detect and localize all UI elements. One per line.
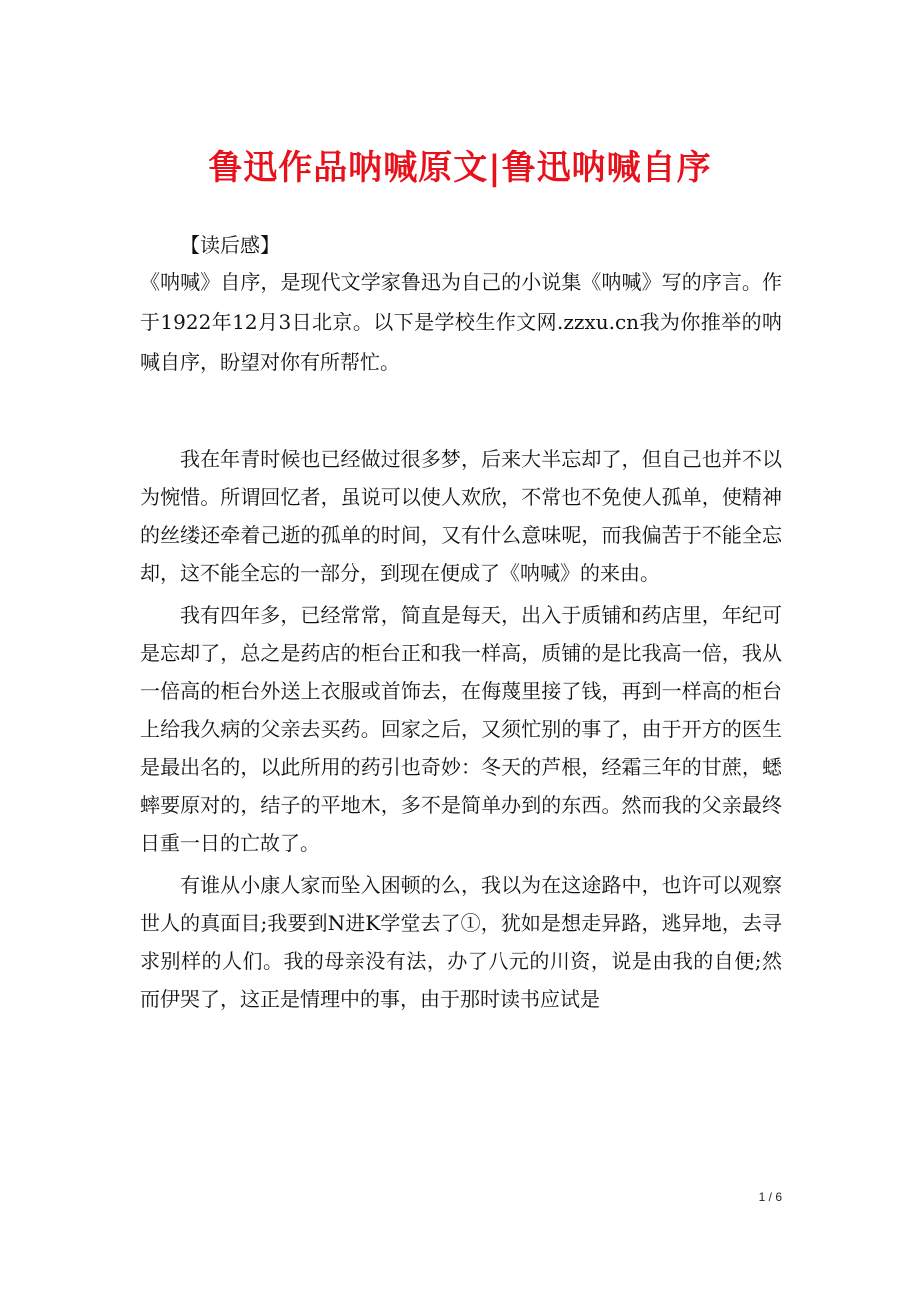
intro-paragraph: 《呐喊》自序，是现代文学家鲁迅为自己的小说集《呐喊》写的序言。作于1922年12月3日北京。以下是学校生作文网.zzxu.cn我为你推举的呐喊自序，盼望对你有所帮忙。 — [140, 270, 782, 374]
document-body — [140, 228, 782, 1022]
body-paragraph-2: 我有四年多，已经常常，简直是每天，出入于质铺和药店里，年纪可是忘却了，总之是药店的柜台正和我一样高，质铺的是比我高一倍，我从一倍高的柜台外送上衣服或首饰去，在侮蔑里接了钱，再到一样高的柜台上给我久病的父亲去买药。回家之后，又须忙别的事了，由于开方的医生是最出名的，以此所用的药引也奇妙：冬天的芦根，经霜三年的甘蔗，蟋蟀要原对的，结子的平地木，多不是简单办到的东西。然而我的父亲最终日重一日的亡故了。 — [140, 603, 782, 855]
body-paragraph-1: 我在年青时候也已经做过很多梦，后来大半忘却了，但自己也并不以为惋惜。所谓回忆者，虽说可以使人欢欣，不常也不免使人孤单，使精神的丝缕还牵着己逝的孤单的时间，又有什么意味呢，而我偏苦于不能全忘却，这不能全忘的一部分，到现在便成了《呐喊》的来由。 — [140, 447, 782, 585]
body-paragraph-3: 有谁从小康人家而坠入困顿的么，我以为在这途路中，也许可以观察世人的真面目;我要到N进K学堂去了①，犹如是想走异路，逃异地，去寻求别样的人们。我的母亲没有法，办了八元的川资，说是由我的自便;然而伊哭了，这正是情理中的事，由于那时读书应试是 — [140, 873, 782, 1011]
page-title: 鲁迅作品呐喊原文|鲁迅呐喊自序 — [208, 148, 712, 188]
section-tag: 【读后感】 — [180, 233, 280, 257]
page-number: 1 / 6 — [758, 1190, 782, 1204]
paragraph-gap — [140, 382, 782, 440]
